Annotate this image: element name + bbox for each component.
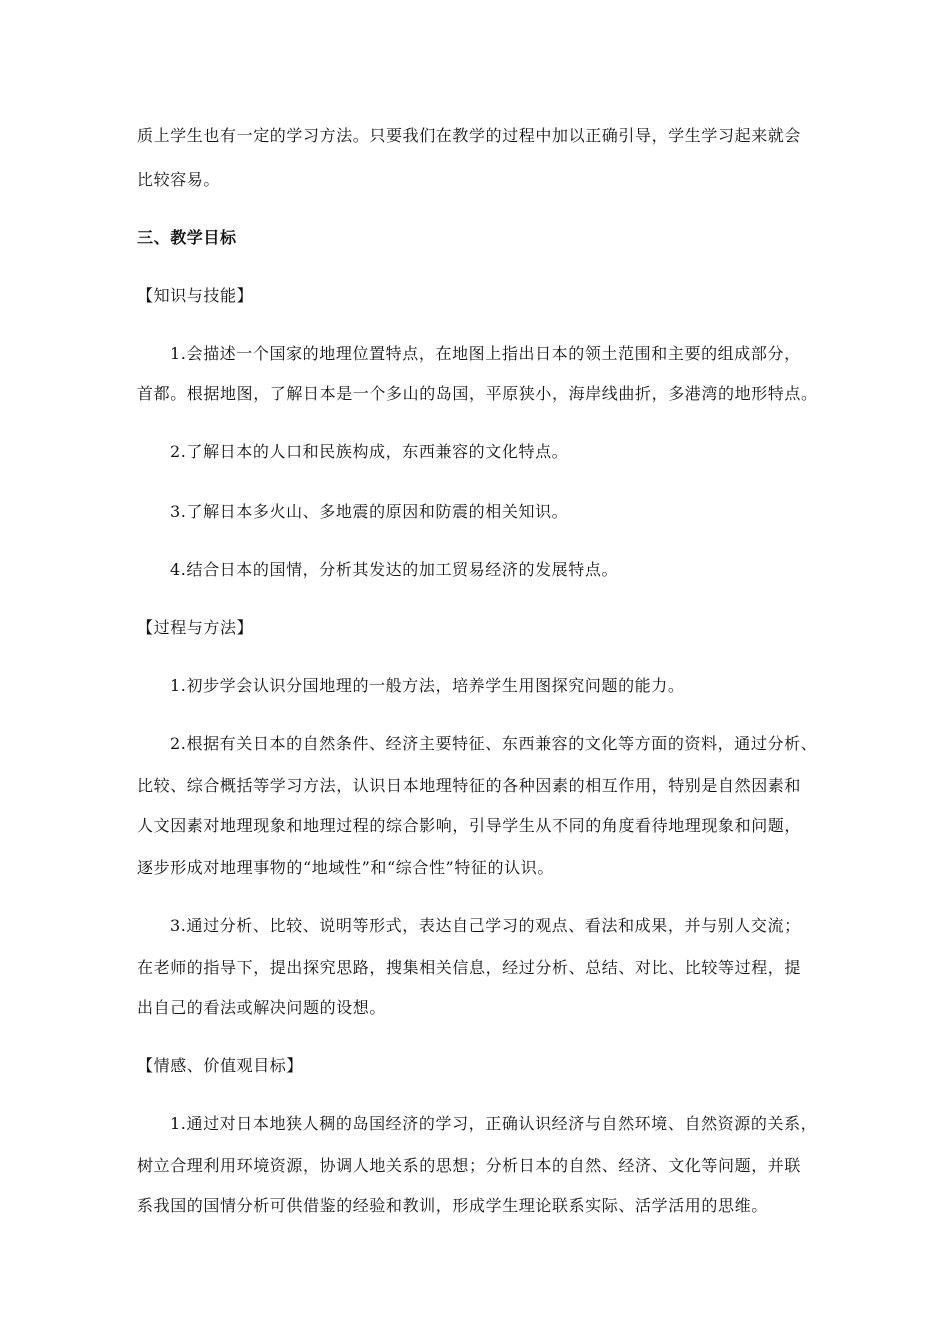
knowledge-item-4: 4.结合日本的国情，分析其发达的加工贸易经济的发展特点。 <box>170 560 619 579</box>
emotion-item-1-line-2: 树立合理利用环境资源，协调人地关系的思想；分析日本的自然、经济、文化等问题，并联 <box>137 1156 802 1175</box>
knowledge-item-1-line-1: 1.会描述一个国家的地理位置特点，在地图上指出日本的领土范围和主要的组成部分， <box>170 344 801 363</box>
knowledge-item-1-line-2: 首都。根据地图，了解日本是一个多山的岛国，平原狭小，海岸线曲折，多港湾的地形特点。 <box>137 384 818 403</box>
intro-line-1: 质上学生也有一定的学习方法。只要我们在教学的过程中加以正确引导，学生学习起来就会 <box>137 126 802 145</box>
process-item-1: 1.初步学会认识分国地理的一般方法，培养学生用图探究问题的能力。 <box>170 676 685 695</box>
knowledge-heading: 【知识与技能】 <box>137 286 254 305</box>
process-item-2-line-2: 比较、综合概括等学习方法，认识日本地理特征的各种因素的相互作用，特别是自然因素和 <box>137 776 802 795</box>
process-item-3-line-2: 在老师的指导下，提出探究思路，搜集相关信息，经过分析、总结、对比、比较等过程，提 <box>137 958 802 977</box>
process-item-2-line-1: 2.根据有关日本的自然条件、经济主要特征、东西兼容的文化等方面的资料，通过分析、 <box>170 734 818 753</box>
process-item-3-line-1: 3.通过分析、比较、说明等形式，表达自己学习的观点、看法和成果，并与别人交流； <box>170 916 801 935</box>
process-item-2-line-3: 人文因素对地理现象和地理过程的综合影响，引导学生从不同的角度看待地理现象和问题， <box>137 816 802 835</box>
emotion-item-1-line-1: 1.通过对日本地狭人稠的岛国经济的学习，正确认识经济与自然环境、自然资源的关系， <box>170 1114 818 1133</box>
process-item-2-line-4: 逐步形成对地理事物的“地域性”和“综合性”特征的认识。 <box>137 858 554 877</box>
emotion-item-1-line-3: 系我国的国情分析可供借鉴的经验和教训，形成学生理论联系实际、活学活用的思维。 <box>137 1196 768 1215</box>
knowledge-item-2: 2.了解日本的人口和民族构成，东西兼容的文化特点。 <box>170 442 569 461</box>
section-heading: 三、教学目标 <box>137 228 237 247</box>
emotion-heading: 【情感、价值观目标】 <box>137 1056 304 1075</box>
process-heading: 【过程与方法】 <box>137 618 254 637</box>
knowledge-item-3: 3.了解日本多火山、多地震的原因和防震的相关知识。 <box>170 502 569 521</box>
intro-line-2: 比较容易。 <box>137 170 221 189</box>
process-item-3-line-3: 出自己的看法或解决问题的设想。 <box>137 998 387 1017</box>
